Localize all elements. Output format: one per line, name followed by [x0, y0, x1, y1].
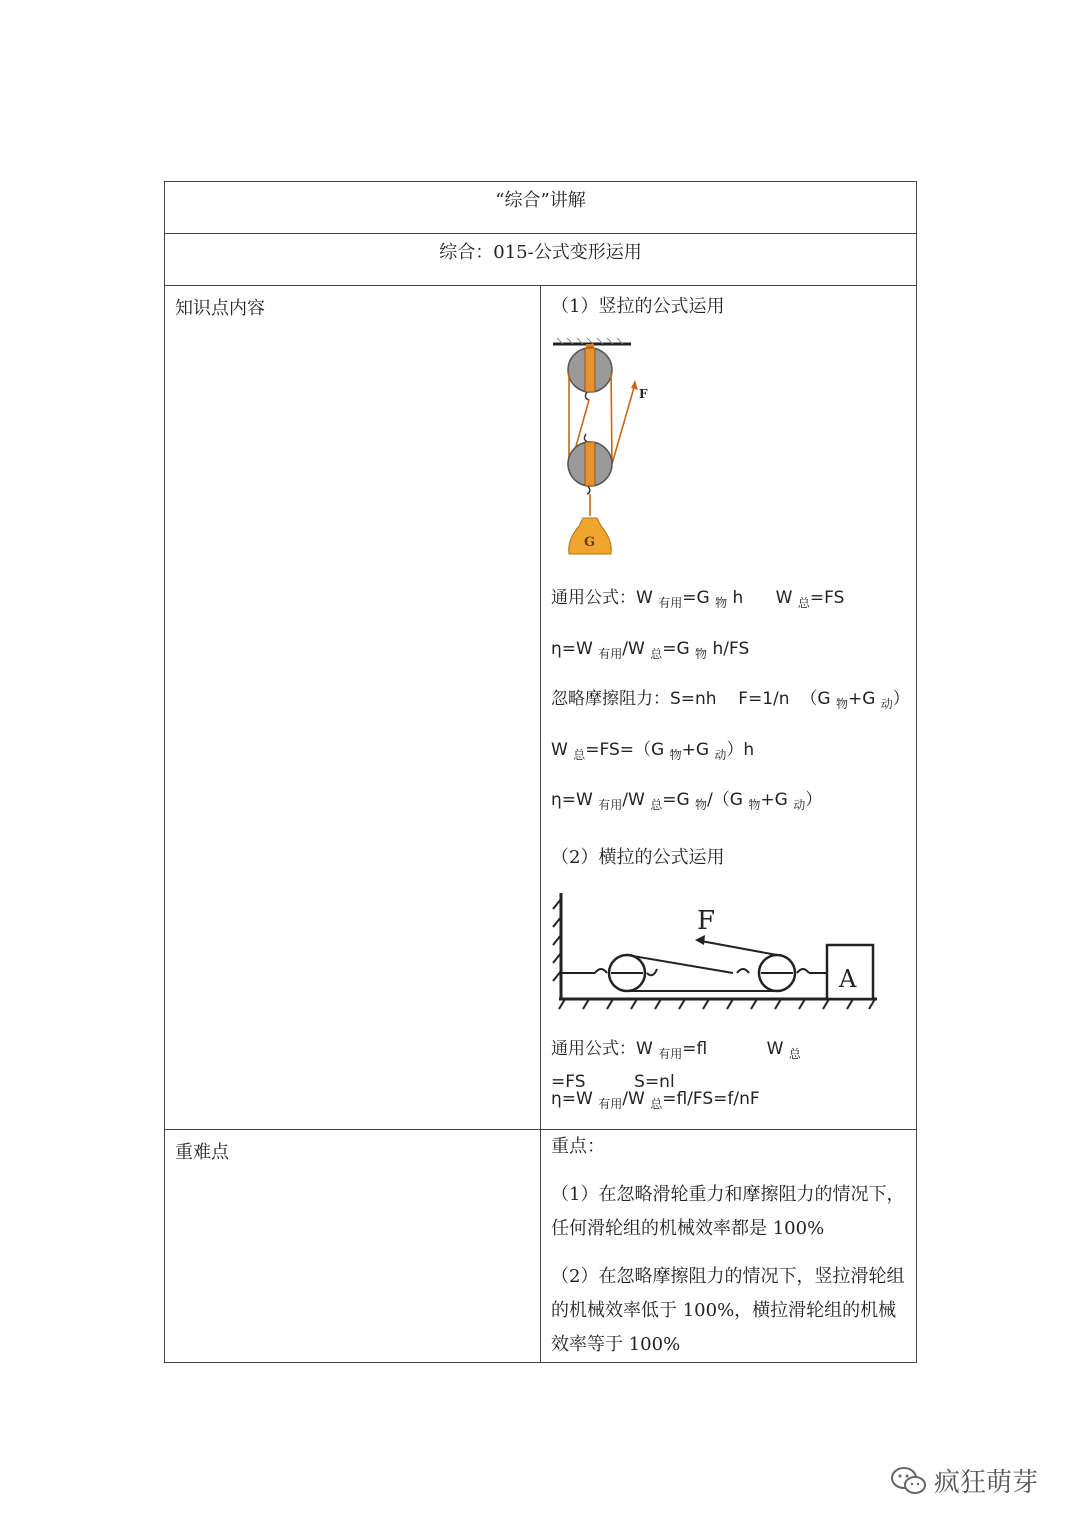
- difficult-content: [541, 1130, 917, 1363]
- key-points-label: 重点：: [551, 1136, 605, 1157]
- formula-line-1: 通用公式：W $_{有用}$=G $_物$ h W $_总$=FS: [551, 588, 845, 610]
- key-point-2: （2）在忽略摩擦阻力的情况下，竖拉滑轮组的机械效率低于 100%，横拉滑轮组的机械效率等于 100%: [551, 1266, 905, 1355]
- knowledge-content: [541, 286, 917, 1130]
- formula-line-7: η=W $_{有用}$/W $_总$=fl/FS=f/nF: [551, 1089, 760, 1111]
- lesson-table: [164, 181, 917, 1363]
- knowledge-label: 知识点内容: [165, 286, 541, 1130]
- page-subtitle: 综合：015-公式变形运用: [165, 234, 917, 286]
- section2-title: （2）横拉的公式运用: [551, 846, 725, 868]
- force-label-f: F: [639, 387, 648, 401]
- force-label-f: F: [697, 905, 716, 936]
- formula-line-6: 通用公式：W $_{有用}$=fl W $_总$=FS S=nl: [551, 1038, 801, 1092]
- page-title: “综合”讲解: [165, 182, 917, 234]
- formula-line-2: η=W $_{有用}$/W $_总$=G $_物$ h/FS: [551, 638, 750, 661]
- formula-line-3: 忽略摩擦阻力：S=nh F=1/n （G $_物$+G $_动$）: [551, 689, 910, 711]
- key-point-1: （1）在忽略滑轮重力和摩擦阻力的情况下，任何滑轮组的机械效率都是 100%: [551, 1184, 905, 1239]
- horizontal-pulley-figure: [551, 887, 891, 1017]
- weight-label-g: G: [584, 535, 596, 550]
- formula-line-4: W $_总$=FS=（G $_物$+G $_动$）h: [551, 739, 755, 762]
- difficult-label: 重难点: [165, 1130, 541, 1363]
- watermark-text: 疯狂萌芽: [934, 1468, 1039, 1498]
- section1-title: （1）竖拉的公式运用: [551, 296, 725, 317]
- vertical-pulley-figure: [551, 336, 661, 566]
- wechat-icon: [890, 1466, 928, 1496]
- watermark: [890, 1462, 1038, 1499]
- block-label-a: A: [839, 964, 857, 993]
- formula-line-5: η=W $_{有用}$/W $_总$=G $_物$/（G $_物$+G $_动$）: [551, 790, 823, 812]
